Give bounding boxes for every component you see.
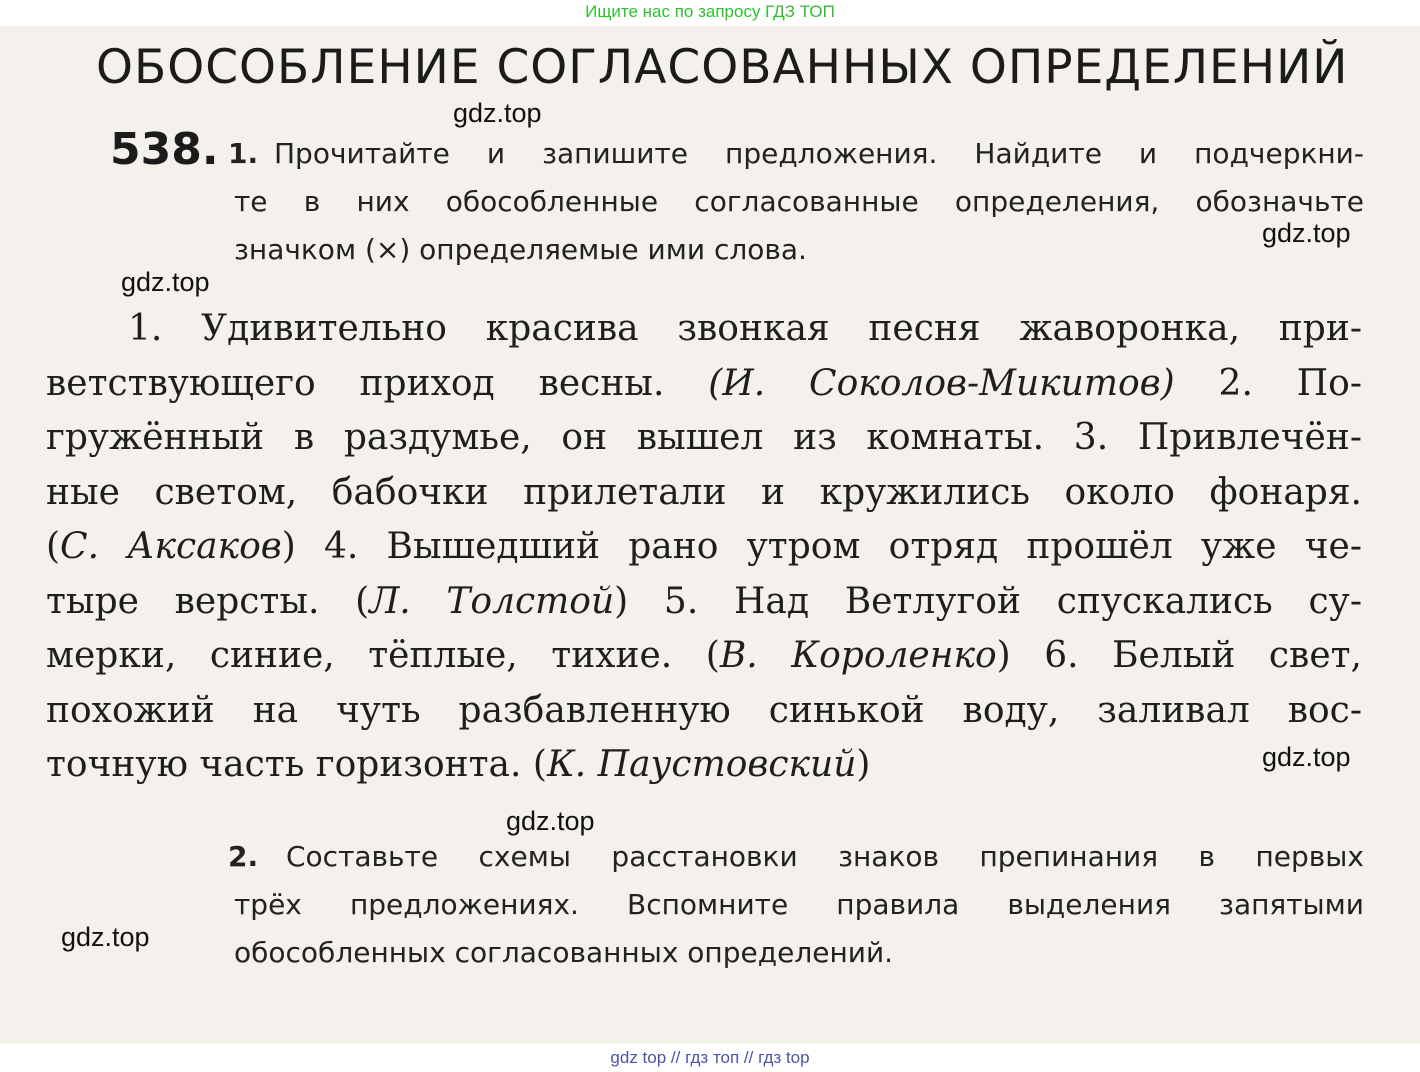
footer-links[interactable]: gdz top // гдз топ // гдз top (0, 1044, 1420, 1072)
watermark: gdz.top (121, 267, 210, 297)
task-1-line: значком (×) определяемые ими слова. (234, 233, 807, 266)
author-name: (И. Соколов-Микитов) (708, 362, 1175, 404)
text-line: 1. Удивительно красива звонкая песня жаворонка, при- (128, 308, 1362, 349)
author-name: В. Короленко (719, 635, 997, 676)
text-line: ветствующего приход весны. (И. Соколов-Микитов) 2. По- (46, 362, 1363, 404)
text-line: мерки, синие, тёплые, тихие. (В. Короленко) 6. Белый свет, (46, 635, 1362, 676)
text-line: ные светом, бабочки прилетали и кружились около фонаря. (46, 471, 1362, 513)
text-line: (С. Аксаков) 4. Вышедший рано утром отряд прошёл уже че- (46, 526, 1362, 567)
author-name: К. Паустовский (546, 744, 857, 785)
text-line: точную часть горизонта. (К. Паустовский) (46, 744, 871, 785)
task-2-line: обособленных согласованных определений. (234, 936, 894, 969)
text-line: тыре версты. (Л. Толстой) 5. Над Ветлугой спускались су- (46, 580, 1362, 622)
task-2 (228, 833, 1364, 977)
task-1-number: 1. (228, 137, 259, 170)
task-1-line: Прочитайте и запишите предложения. Найдите и подчеркни- (274, 137, 1364, 170)
exercise-text (46, 302, 1362, 793)
task-2-line: Составьте схемы расстановки знаков препинания в первых (286, 840, 1364, 873)
watermark: gdz.top (1262, 218, 1351, 248)
watermark: gdz.top (1262, 742, 1351, 772)
task-1-line: те в них обособленные согласованные определения, обозначьте (234, 185, 1364, 218)
watermark: gdz.top (506, 806, 595, 836)
task-2-number: 2. (228, 840, 259, 873)
text-line: похожий на чуть разбавленную синькой воду, заливал вос- (46, 689, 1362, 731)
author-name: Л. Толстой (369, 580, 615, 622)
author-name: С. Аксаков (60, 526, 282, 567)
watermark: gdz.top (453, 98, 542, 128)
watermark: gdz.top (61, 922, 150, 952)
page-title: ОБОСОБЛЕНИЕ СОГЛАСОВАННЫХ ОПРЕДЕЛЕНИЙ (96, 40, 1349, 95)
task-2-line: трёх предложениях. Вспомните правила выделения запятыми (234, 888, 1364, 921)
task-1 (228, 130, 1364, 274)
search-banner[interactable]: Ищите нас по запросу ГДЗ ТОП (0, 0, 1420, 26)
exercise-number: 538. (110, 124, 219, 175)
text-line: гружённый в раздумье, он вышел из комнаты. 3. Привлечён- (46, 417, 1362, 458)
